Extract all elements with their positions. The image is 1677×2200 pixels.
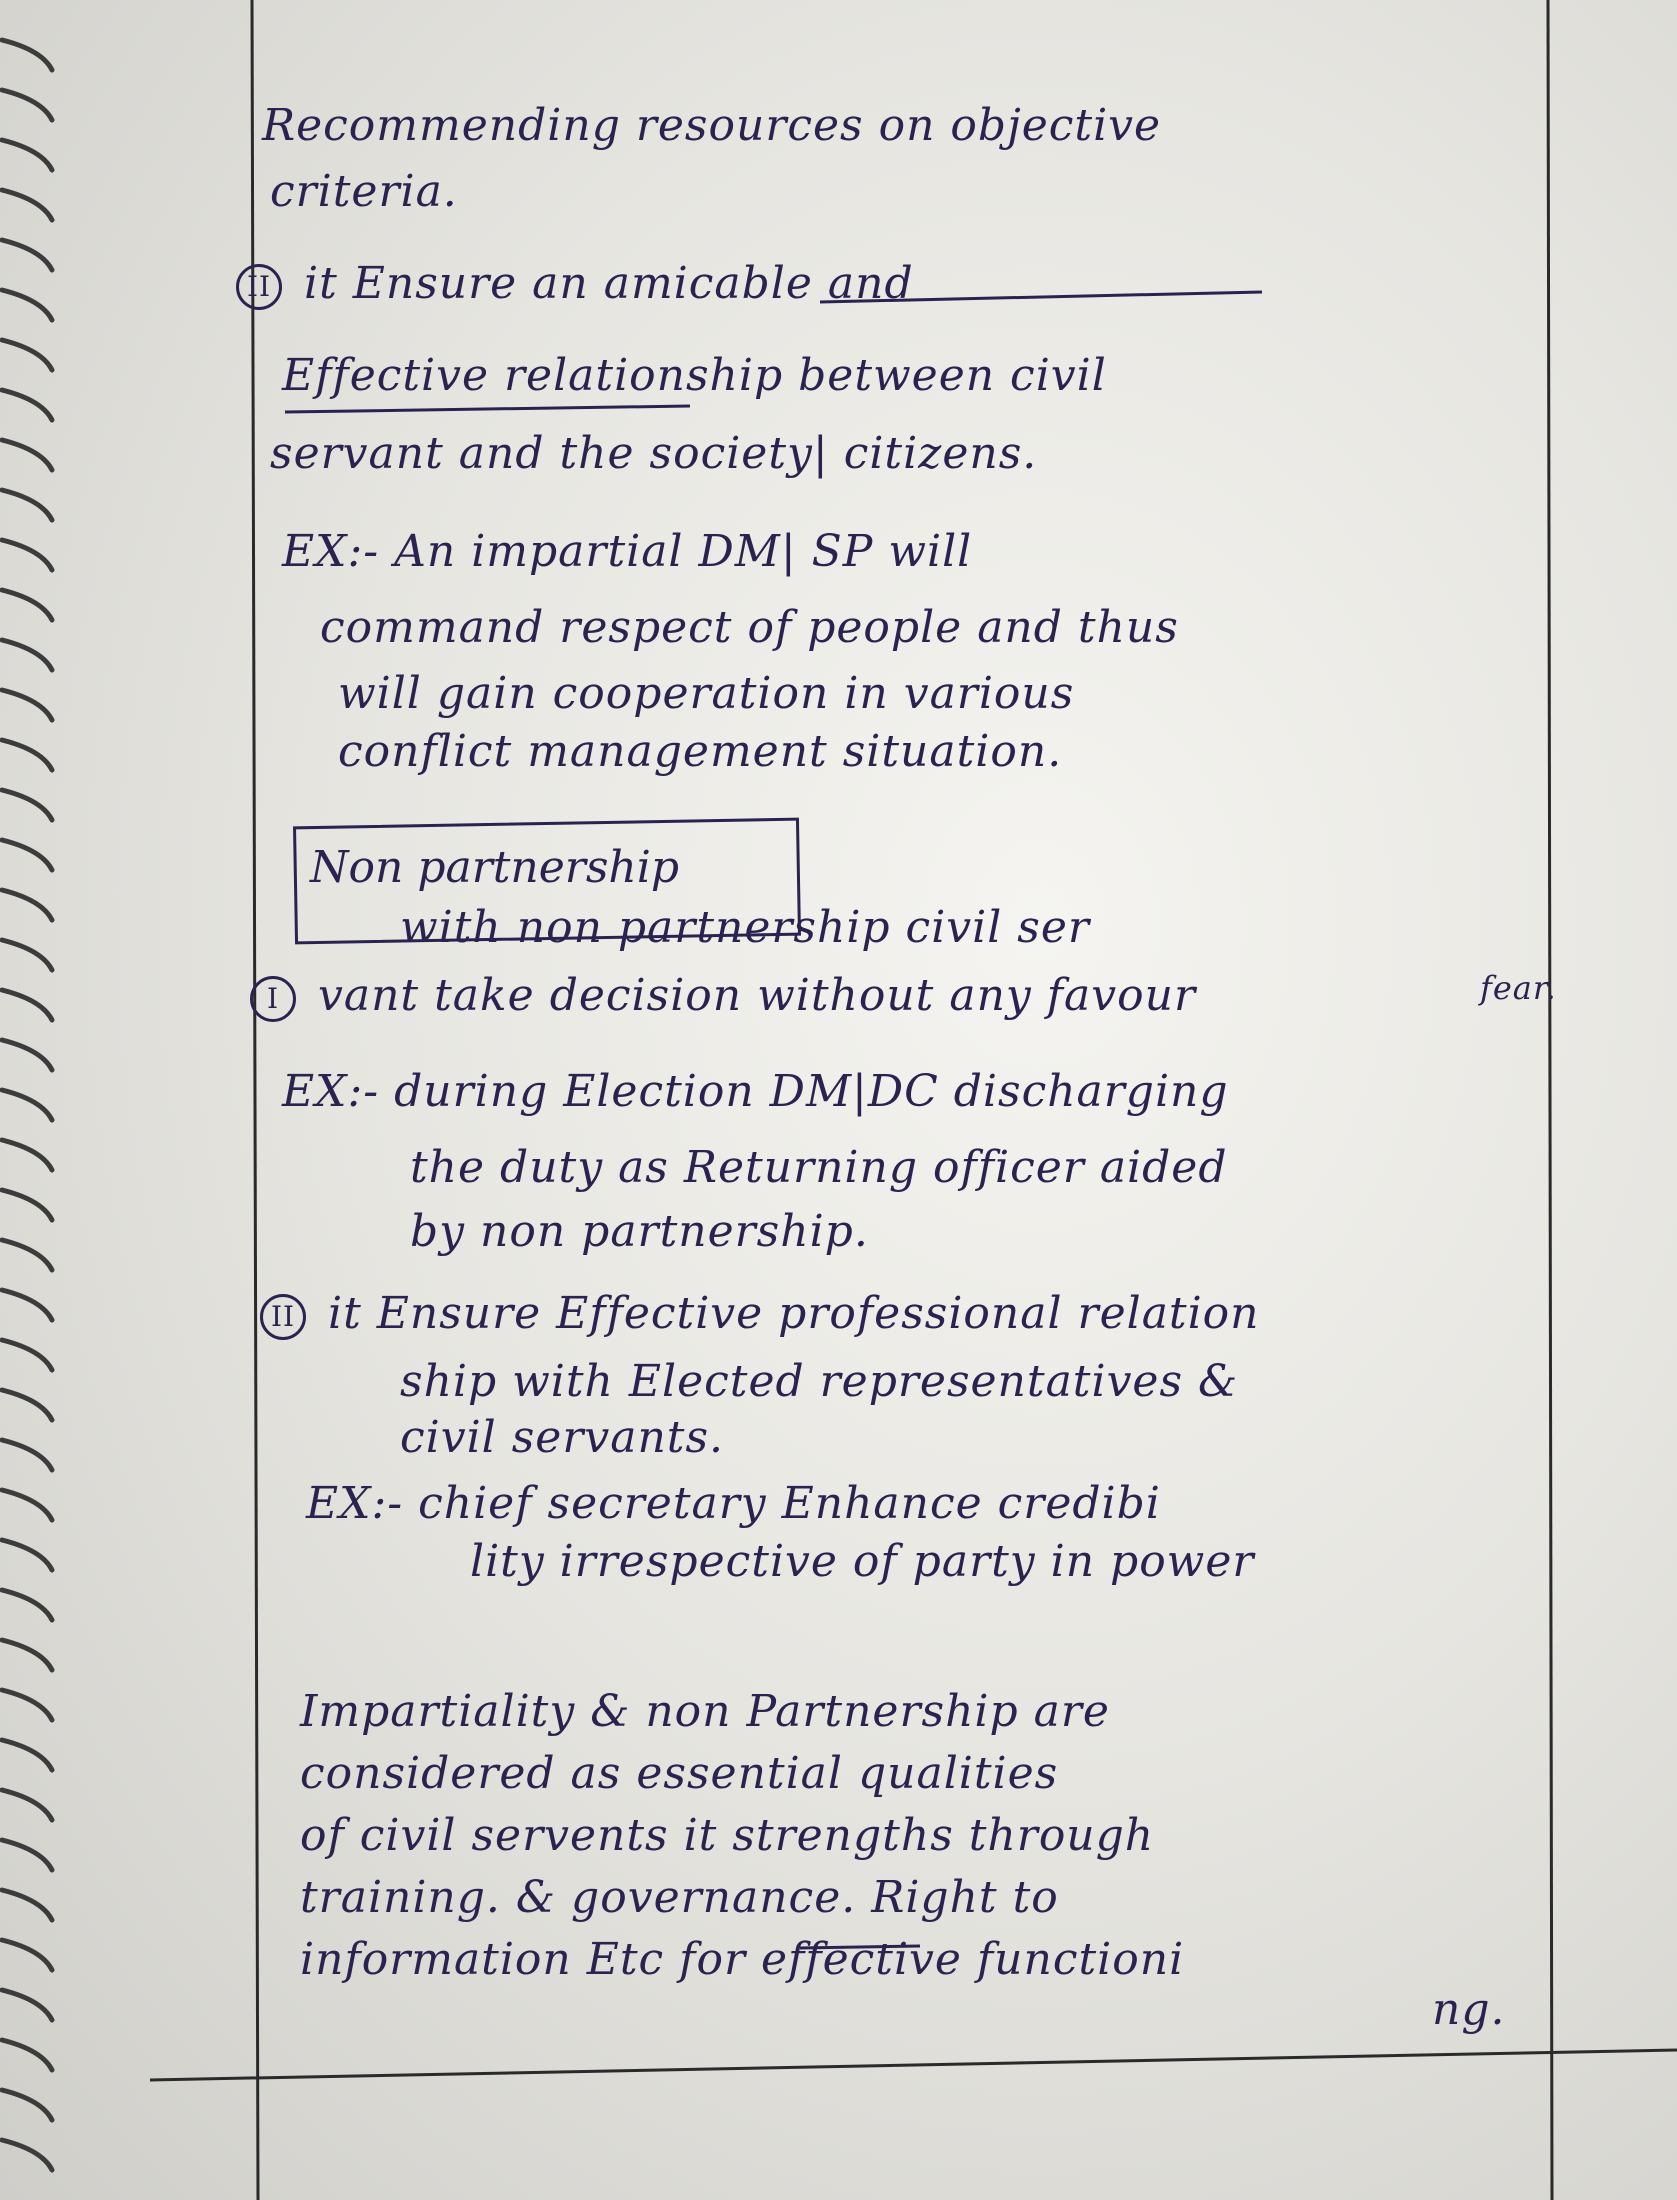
line-11-text: vant take decision without any favour <box>318 970 1196 1021</box>
line-8: will gain cooperation in various <box>338 668 1075 719</box>
line-25: information Etc for effective functioni <box>300 1934 1185 1985</box>
line-14: the duty as Returning officer aided <box>410 1142 1228 1193</box>
point-marker: II <box>236 264 282 310</box>
line-12: fear. <box>1480 969 1557 1007</box>
line-23: of civil servents it strengths through <box>300 1810 1155 1861</box>
line-22: considered as essential qualities <box>300 1748 1059 1799</box>
line-13: EX:- during Election DM|DC discharging <box>282 1066 1229 1117</box>
line-17: ship with Elected representatives & <box>400 1356 1239 1407</box>
point-marker: I <box>250 976 296 1022</box>
line-6: EX:- An impartial DM| SP will <box>282 526 973 577</box>
line-15: by non partnership. <box>410 1206 869 1257</box>
line-7: command respect of people and thus <box>320 602 1179 653</box>
heading-text: Non partnership <box>310 842 679 893</box>
line-18: civil servants. <box>400 1412 725 1463</box>
line-9: conflict management situation. <box>338 726 1063 777</box>
line-19: EX:- chief secretary Enhance credibi <box>306 1478 1161 1529</box>
line-1: Recommending resources on objective <box>262 100 1162 151</box>
line-3-text: it Ensure an amicable and <box>304 258 914 309</box>
point-marker: II <box>260 1294 306 1340</box>
line-2: criteria. <box>270 166 458 217</box>
line-4: Effective relationship between civil <box>282 350 1107 401</box>
line-3 <box>236 256 914 312</box>
line-10: with non partnership civil ser <box>400 902 1090 953</box>
line-20: lity irrespective of party in power <box>470 1536 1255 1587</box>
line-26: ng. <box>1432 1984 1506 2035</box>
line-21: Impartiality & non Partnership are <box>300 1686 1110 1737</box>
line-24: training. & governance. Right to <box>300 1872 1059 1923</box>
line-16 <box>260 1286 1260 1342</box>
line-16-text: it Ensure Effective professional relation <box>328 1288 1260 1339</box>
line-5: servant and the society| citizens. <box>270 428 1038 479</box>
line-11 <box>250 968 1196 1024</box>
